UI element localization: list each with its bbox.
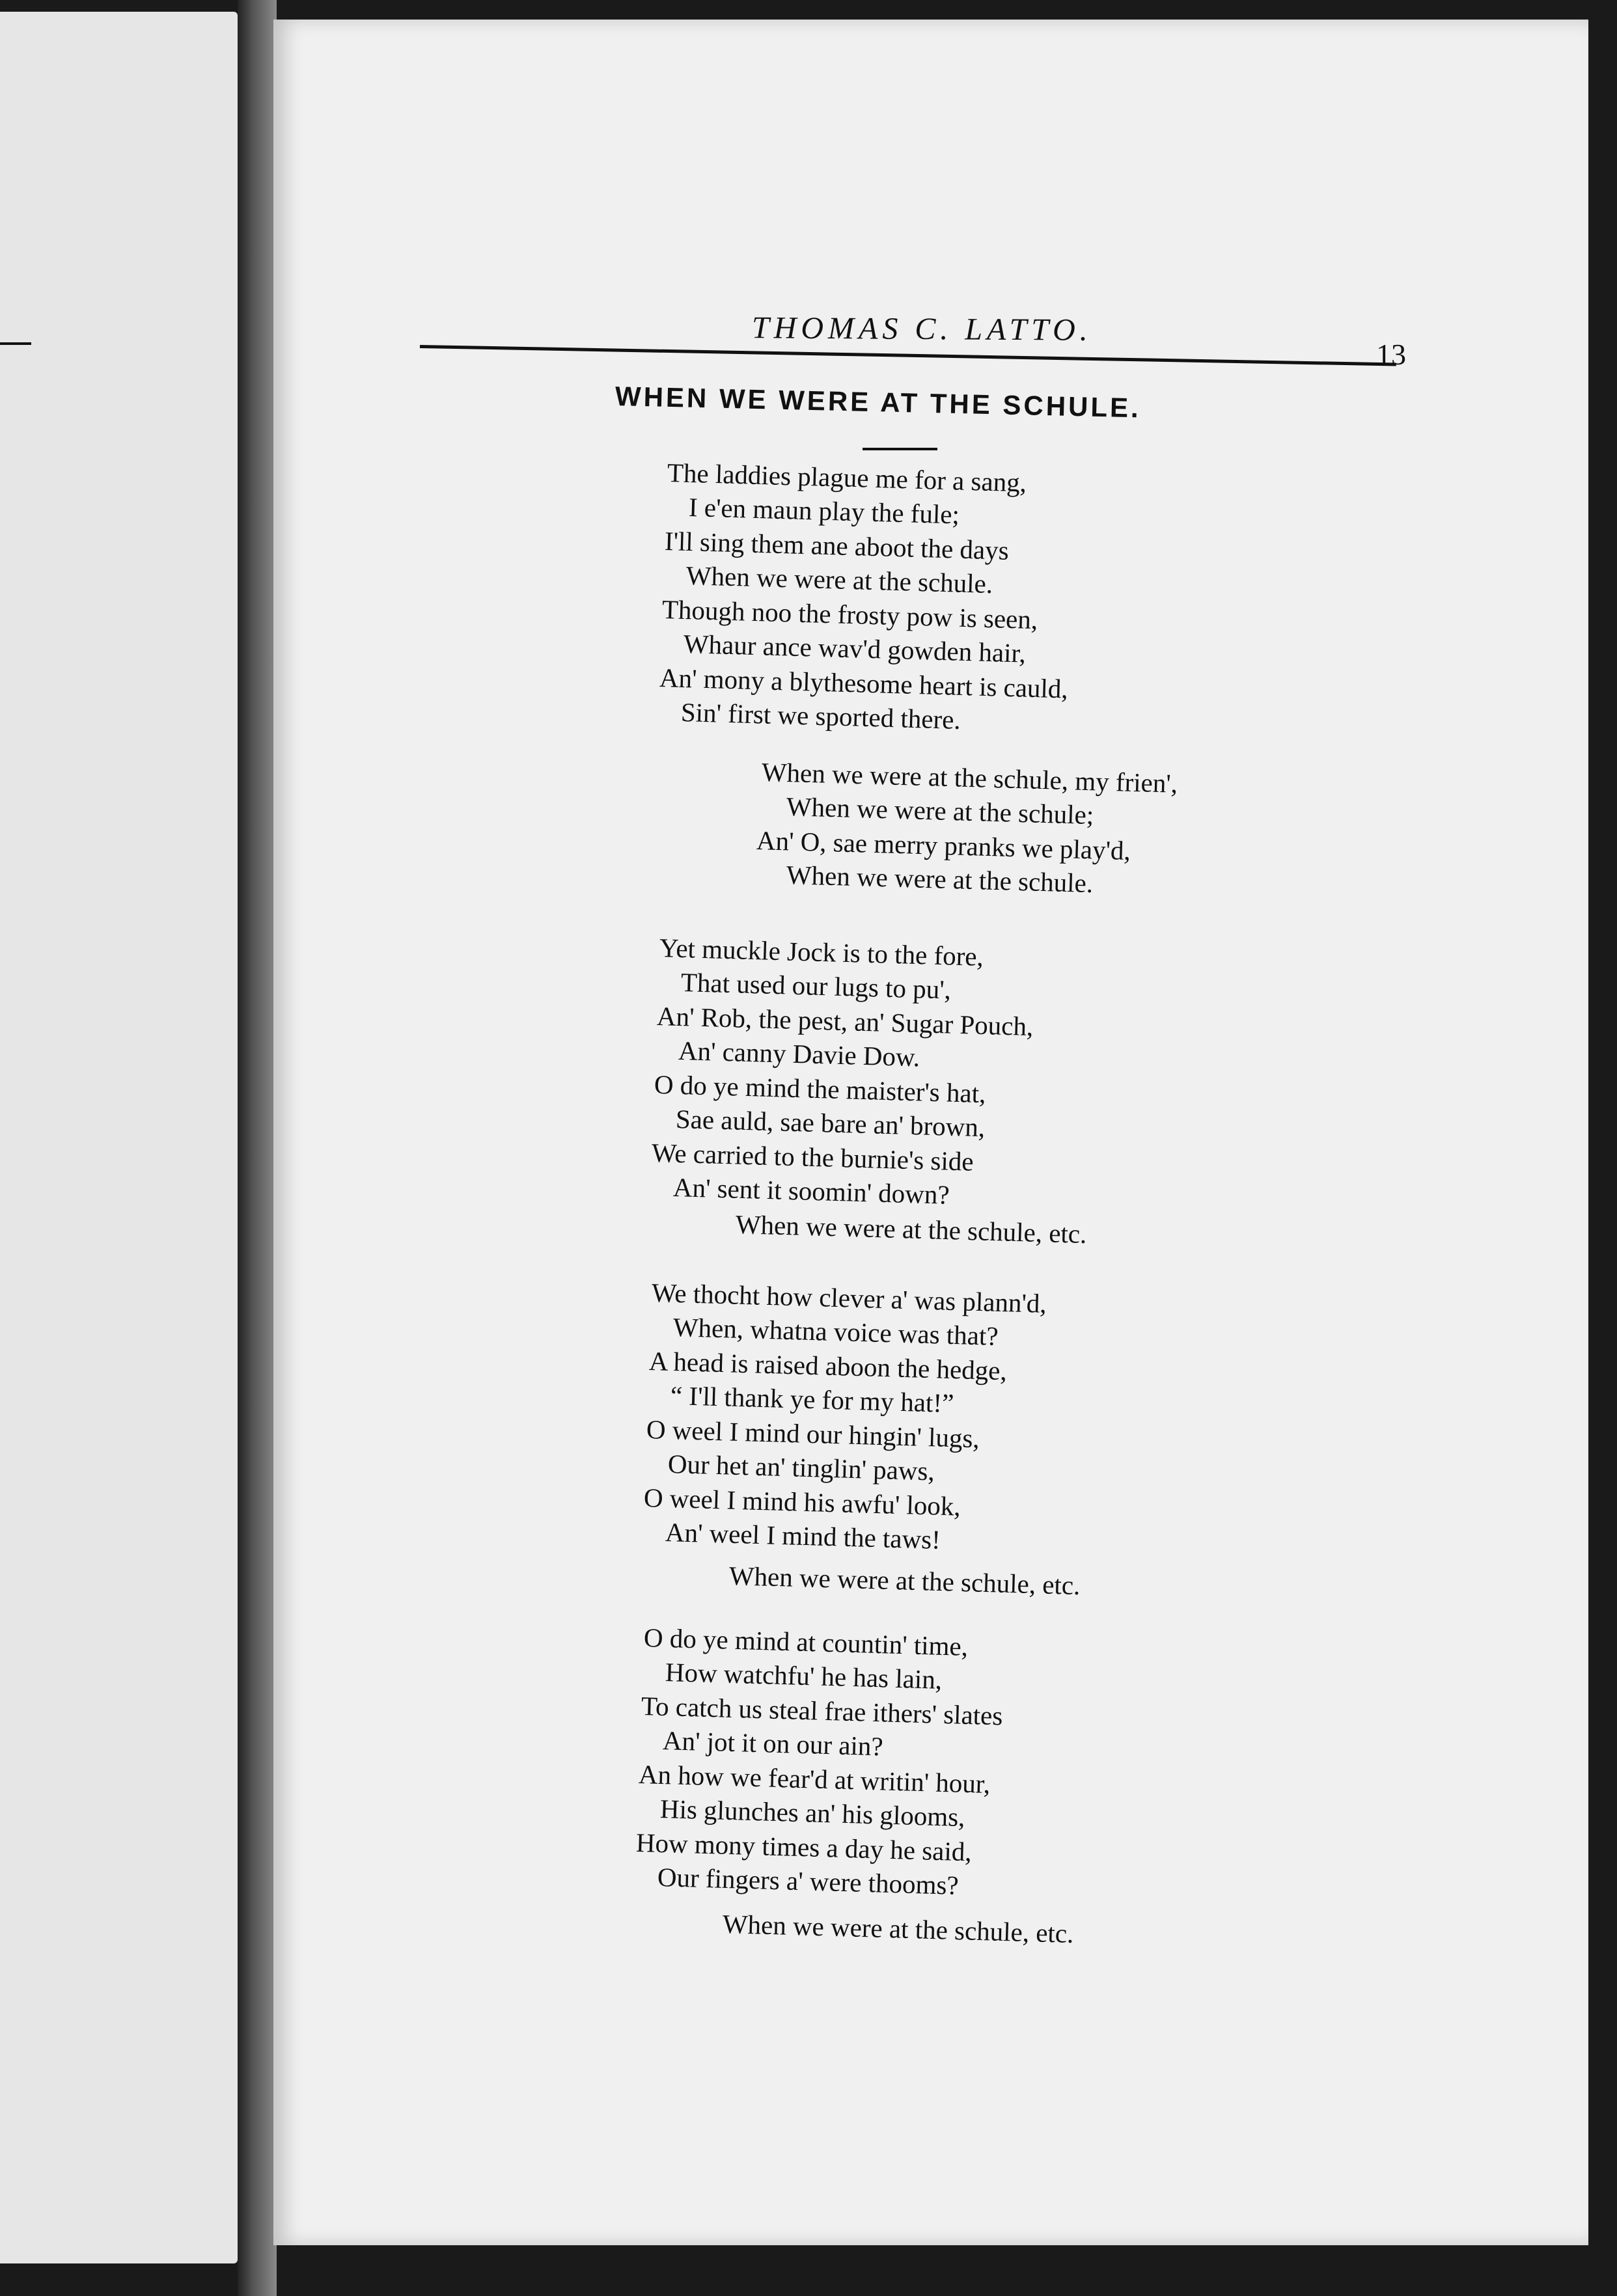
poem-line: Whaur ance wav'd gowden hair, xyxy=(683,628,1027,668)
poem-line: I'll sing them ane aboot the days xyxy=(664,526,1010,566)
poem-line: Sin' first we sported there. xyxy=(680,696,961,735)
poem-line: “ I'll thank ye for my hat!” xyxy=(670,1380,954,1418)
poem-line: How mony times a day he said, xyxy=(635,1827,973,1867)
page-number: 13 xyxy=(1376,338,1406,371)
refrain-line: When we were at the schule, etc. xyxy=(722,1909,1075,1949)
poem-line: O weel I mind his awfu' look, xyxy=(643,1483,961,1522)
poem-line: Though noo the frosty pow is seen, xyxy=(661,594,1038,635)
running-head: THOMAS C. LATTO. xyxy=(751,310,1092,348)
refrain-line: When we were at the schule, etc. xyxy=(728,1561,1081,1601)
poem-line: I e'en maun play the fule; xyxy=(688,491,960,530)
poem-line: When, whatna voice was that? xyxy=(672,1311,999,1351)
poem-line: When we were at the schule. xyxy=(685,560,993,599)
poem-line: That used our lugs to pu', xyxy=(680,966,952,1005)
poem-line: An' mony a blythesome heart is cauld, xyxy=(659,663,1069,704)
poem-line: Yet muckle Jock is to the fore, xyxy=(659,933,984,972)
chorus-line: When we were at the schule. xyxy=(786,859,1094,898)
poem-line: An' sent it soomin' down? xyxy=(672,1171,950,1210)
chorus-line: When we were at the schule; xyxy=(786,791,1094,830)
poem-line: We thocht how clever a' was plann'd, xyxy=(651,1278,1047,1319)
poem-line: Our het an' tinglin' paws, xyxy=(667,1448,935,1486)
chorus-line: An' O, sae merry pranks we play'd, xyxy=(756,825,1131,866)
poem-line: An' canny Davie Dow. xyxy=(678,1035,920,1072)
poem-line: We carried to the burnie's side xyxy=(651,1138,974,1177)
poem-line: How watchfu' he has lain, xyxy=(665,1656,943,1695)
poem-line: The laddies plague me for a sang, xyxy=(667,458,1027,498)
poem-line: An how we fear'd at writin' hour, xyxy=(638,1759,991,1799)
poem-title: WHEN WE WERE AT THE SCHULE. xyxy=(615,381,1142,424)
chorus-line: When we were at the schule, my frien', xyxy=(761,757,1178,799)
refrain-line: When we were at the schule, etc. xyxy=(735,1209,1088,1250)
poem-line: A head is raised aboon the hedge, xyxy=(648,1346,1008,1386)
poem-line: His glunches an' his glooms, xyxy=(659,1793,966,1832)
poem-line: O weel I mind our hingin' lugs, xyxy=(646,1414,980,1454)
poem-line: O do ye mind at countin' time, xyxy=(643,1622,969,1661)
poem-line: O do ye mind the maister's hat, xyxy=(654,1069,986,1109)
poem-line: Our fingers a' were thooms? xyxy=(657,1861,960,1900)
poem-line: An' weel I mind the taws! xyxy=(665,1516,941,1555)
poem-line: Sae auld, sae bare an' brown, xyxy=(675,1103,986,1142)
poem-line: To catch us steal frae ithers' slates xyxy=(641,1691,1003,1731)
poem-line: An' jot it on our ain? xyxy=(662,1725,884,1761)
poem-line: An' Rob, the pest, an' Sugar Pouch, xyxy=(656,1001,1034,1042)
